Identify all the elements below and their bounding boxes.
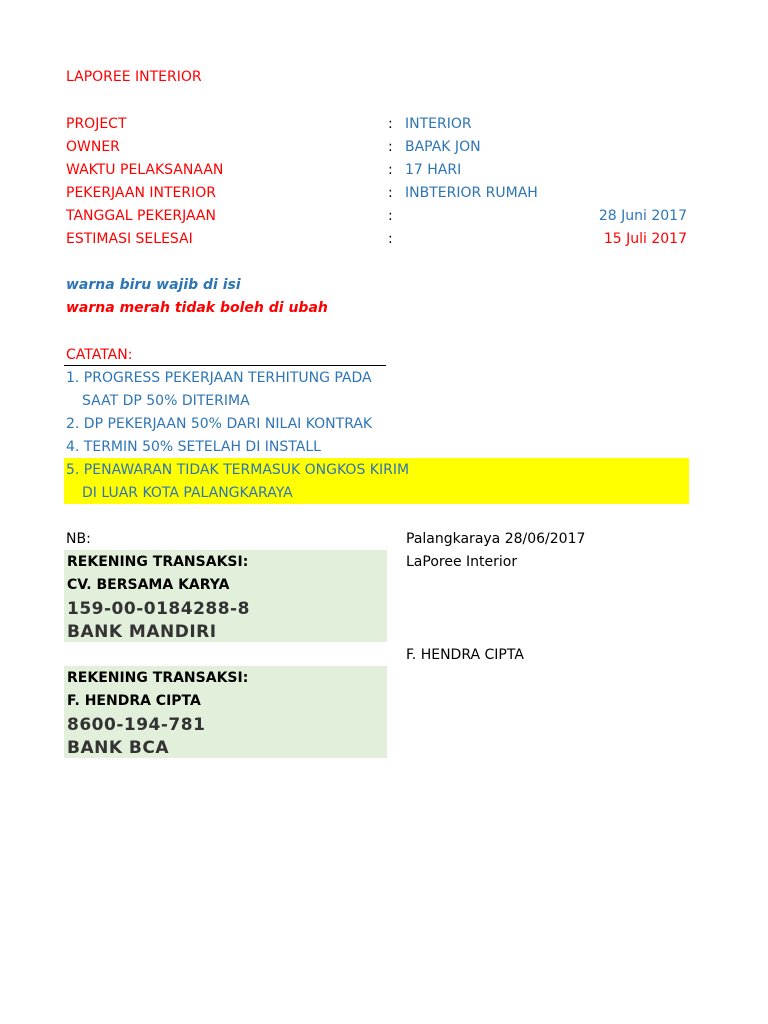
nb-label: NB:	[66, 531, 91, 547]
note-line-highlighted: DI LUAR KOTA PALANGKARAYA	[82, 485, 293, 501]
field-colon: :	[388, 139, 393, 155]
field-colon: :	[388, 185, 393, 201]
field-label-estimate: ESTIMASI SELESAI	[66, 231, 193, 247]
field-label-work: PEKERJAAN INTERIOR	[66, 185, 216, 201]
field-colon: :	[388, 231, 393, 247]
bank-account-heading: REKENING TRANSAKSI:	[67, 554, 249, 570]
field-value-work: INBTERIOR RUMAH	[405, 185, 538, 201]
field-colon: :	[388, 116, 393, 132]
notes-divider	[64, 365, 386, 366]
field-value-start-date: 28 Juni 2017	[598, 208, 687, 224]
field-value-estimate: 15 Juli 2017	[603, 231, 687, 247]
company-title: LAPOREE INTERIOR	[66, 69, 202, 85]
bank-account-holder: CV. BERSAMA KARYA	[67, 577, 230, 593]
legend-red-note: warna merah tidak boleh di ubah	[66, 300, 328, 316]
field-value-duration: 17 HARI	[405, 162, 462, 178]
note-line: 2. DP PEKERJAAN 50% DARI NILAI KONTRAK	[66, 416, 373, 432]
legend-blue-note: warna biru wajib di isi	[66, 277, 241, 293]
field-label-owner: OWNER	[66, 139, 120, 155]
bank-account-number: 159-00-0184288-8	[67, 599, 250, 619]
signature-signer-name: F. HENDRA CIPTA	[406, 647, 524, 663]
field-colon: :	[388, 162, 393, 178]
bank-account-number: 8600-194-781	[67, 715, 206, 735]
notes-title: CATATAN:	[66, 347, 133, 363]
field-label-duration: WAKTU PELAKSANAAN	[66, 162, 224, 178]
note-line: 1. PROGRESS PEKERJAAN TERHITUNG PADA	[66, 370, 372, 386]
bank-account-box	[64, 550, 387, 642]
bank-name: BANK BCA	[67, 738, 170, 758]
bank-account-holder: F. HENDRA CIPTA	[67, 693, 201, 709]
field-value-project: INTERIOR	[405, 116, 472, 132]
note-line-highlighted: 5. PENAWARAN TIDAK TERMASUK ONGKOS KIRIM	[66, 462, 410, 478]
note-line: 4. TERMIN 50% SETELAH DI INSTALL	[66, 439, 321, 455]
field-value-owner: BAPAK JON	[405, 139, 481, 155]
bank-account-heading: REKENING TRANSAKSI:	[67, 670, 249, 686]
bank-name: BANK MANDIRI	[67, 622, 217, 642]
bank-account-box	[64, 666, 387, 758]
field-colon: :	[388, 208, 393, 224]
field-label-project: PROJECT	[66, 116, 127, 132]
signature-company: LaPoree Interior	[406, 554, 518, 570]
signature-place-date: Palangkaraya 28/06/2017	[406, 531, 586, 547]
note-line: SAAT DP 50% DITERIMA	[82, 393, 250, 409]
field-label-start-date: TANGGAL PEKERJAAN	[66, 208, 216, 224]
